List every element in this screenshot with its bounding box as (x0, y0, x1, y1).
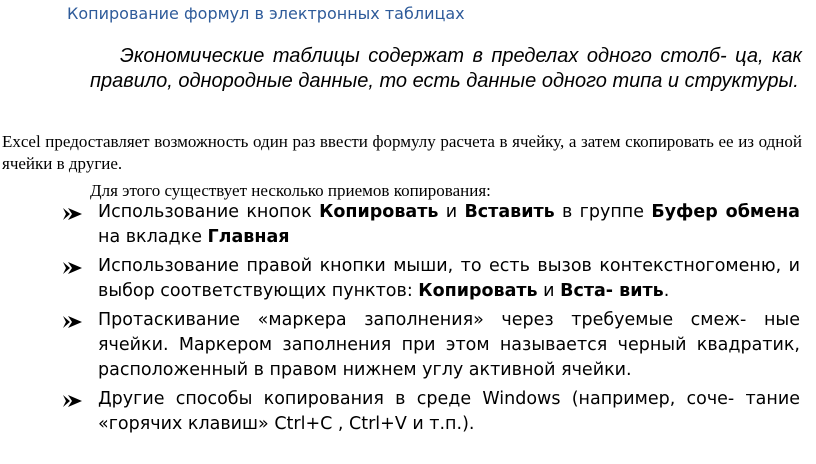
item-text: Протаскивание «маркера заполнения» через требуемые смеж- ные ячейки. Маркером заполнения при этом называется черный квадратик, расположенный в правом нижнем углу активной ячейки. (98, 310, 800, 380)
arrow-checkmark-icon (62, 207, 84, 221)
paste-label: Вставить (464, 202, 555, 222)
item-text: Использование кнопок (98, 202, 320, 222)
slide-title: Копирование формул в электронных таблицах (67, 4, 465, 23)
clipboard-group-label: Буфер обмена (651, 202, 800, 222)
copy-label: Копировать (418, 281, 538, 301)
arrow-checkmark-icon (62, 261, 84, 275)
item-text: . (663, 281, 670, 301)
item-text: Использование правой кнопки мыши, то есть вызов контекстногоменю, и выбор соответствующих пунктов: (98, 256, 800, 301)
list-item (60, 308, 800, 383)
item-text: и (438, 202, 465, 222)
list-item (60, 387, 800, 437)
item-text: в группе (554, 202, 652, 222)
methods-list (60, 200, 800, 441)
home-tab-label: Главная (207, 227, 290, 247)
intro-paragraph: Экономические таблицы содержат в пределах одного столб- ца, как правило, однородные данные, то есть данные одного типа и структуры. (90, 45, 802, 92)
methods-subtitle: Для этого существует несколько приемов копирования: (90, 181, 491, 200)
item-text: и (537, 281, 561, 301)
list-item (60, 200, 800, 250)
item-text: на вкладке (98, 227, 208, 247)
arrow-checkmark-icon (62, 394, 84, 408)
copy-label: Копировать (319, 202, 439, 222)
arrow-checkmark-icon (62, 315, 84, 329)
excel-paragraph: Excel предоставляет возможность один раз ввести формулу расчета в ячейку, а затем скопировать ее из одной ячейки в другие. (2, 132, 802, 173)
item-text: Другие способы копирования в среде Windows (например, соче- тание «горячих клавиш» Ctrl+C , Ctrl+V и т.п.). (98, 389, 800, 434)
list-item (60, 254, 800, 304)
paste-label: Вста- вить (560, 281, 664, 301)
